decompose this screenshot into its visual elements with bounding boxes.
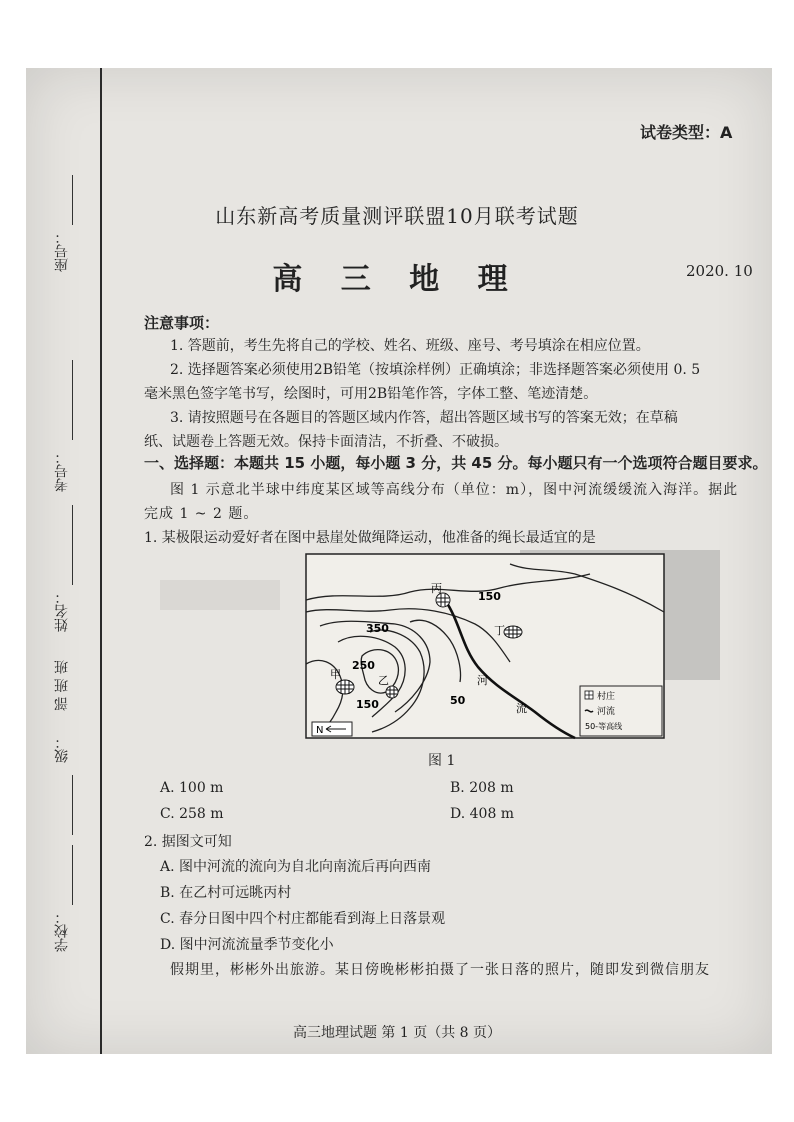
label-contour-50: 50 <box>450 694 466 707</box>
page-footer: 高三地理试题 第 1 页（共 8 页） <box>292 1025 502 1041</box>
q2-option-b: B. 在乙村可远眺丙村 <box>160 885 292 901</box>
q2-option-c: C. 春分日图中四个村庄都能看到海上日落景观 <box>160 911 446 927</box>
question-2-stem: 2. 据图文可知 <box>144 834 232 850</box>
label-yi: 乙 <box>378 674 389 687</box>
q2-option-a: A. 图中河流的流向为自北向南流后再向西南 <box>160 859 432 875</box>
question-1-stem: 1. 某极限运动爱好者在图中悬崖处做绳降运动，他准备的绳长最适宜的是 <box>144 530 596 546</box>
name-label: 姓名： <box>54 590 70 632</box>
paper-type: 试卷类型：A <box>640 123 733 142</box>
exam-date: 2020. 10 <box>686 262 753 280</box>
notice-item-2-line-1: 2. 选择题答案必须使用2B铅笔（按填涂样例）正确填涂；非选择题答案必须使用 0. 5 <box>170 362 701 378</box>
intro-line-2: 完成 1 ~ 2 题。 <box>144 506 259 522</box>
exam-number-label: 考号： <box>54 450 70 492</box>
legend-contour: 50-等高线 <box>585 722 623 731</box>
label-river-2: 流 <box>516 702 527 715</box>
school-fill-line <box>72 845 73 905</box>
school-label: 学校： <box>54 910 70 952</box>
notice-item-2-line-2: 毫米黑色签字笔书写，绘图时，可用2B铅笔作答，字体工整、笔迹清楚。 <box>144 386 598 402</box>
label-river-1: 河 <box>477 674 488 687</box>
label-contour-150-bottom: 150 <box>356 698 379 711</box>
notice-item-1: 1. 答题前，考生先将自己的学校、姓名、班级、座号、考号填涂在相应位置。 <box>170 338 650 354</box>
village-yi <box>386 686 398 698</box>
name-fill-line <box>72 505 73 585</box>
passage-line-1: 假期里，彬彬外出旅游。某日傍晚彬彬拍摄了一张日落的照片，随即发到微信朋友 <box>170 962 710 978</box>
legend-river: 河流 <box>597 707 616 717</box>
grade-fill-line <box>72 775 73 835</box>
village-bing <box>436 593 450 607</box>
notice-item-3-line-1: 3. 请按照题号在各题目的答题区域内作答，超出答题区域书写的答案无效；在草稿 <box>170 410 678 426</box>
intro-line-1: 图 1 示意北半球中纬度某区域等高线分布（单位：m），图中河流缓缓流入海洋。据此 <box>170 482 739 498</box>
bleed-through-mark <box>160 580 280 610</box>
exam-number-fill-line <box>72 360 73 440</box>
q1-option-c: C. 258 m <box>160 806 224 822</box>
figure-caption: 图 1 <box>428 753 456 769</box>
q1-option-b: B. 208 m <box>450 780 514 796</box>
label-contour-250: 250 <box>352 659 375 672</box>
label-contour-350: 350 <box>366 622 389 635</box>
exam-title: 山东新高考质量测评联盟10月联考试题 <box>215 204 579 228</box>
q1-option-a: A. 100 m <box>160 780 224 796</box>
q2-option-d: D. 图中河流流量季节变化小 <box>160 937 334 953</box>
seat-label: 座号： <box>54 230 70 272</box>
subject-title: 高 三 地 理 <box>272 262 522 297</box>
label-ding: 丁 <box>494 624 505 637</box>
north-label: N <box>316 725 324 736</box>
legend-village: 村庄 <box>597 692 616 702</box>
label-bing: 丙 <box>431 582 442 595</box>
notice-heading: 注意事项： <box>144 314 220 332</box>
village-ding <box>504 626 522 638</box>
notice-item-3-line-2: 纸、试题卷上答题无效。保持卡面清洁，不折叠、不破损。 <box>144 434 508 450</box>
village-jia <box>336 680 354 694</box>
label-jia: 甲 <box>330 668 341 681</box>
contour-map <box>300 552 670 742</box>
label-contour-150-top: 150 <box>478 590 501 603</box>
class-label: 部 班 班 <box>54 660 70 711</box>
grade-label: 级： <box>54 735 70 763</box>
q1-option-d: D. 408 m <box>450 806 515 822</box>
section-heading: 一、选择题：本题共 15 小题，每小题 3 分，共 45 分。每小题只有一个选项符合题目要求。 <box>144 454 768 472</box>
